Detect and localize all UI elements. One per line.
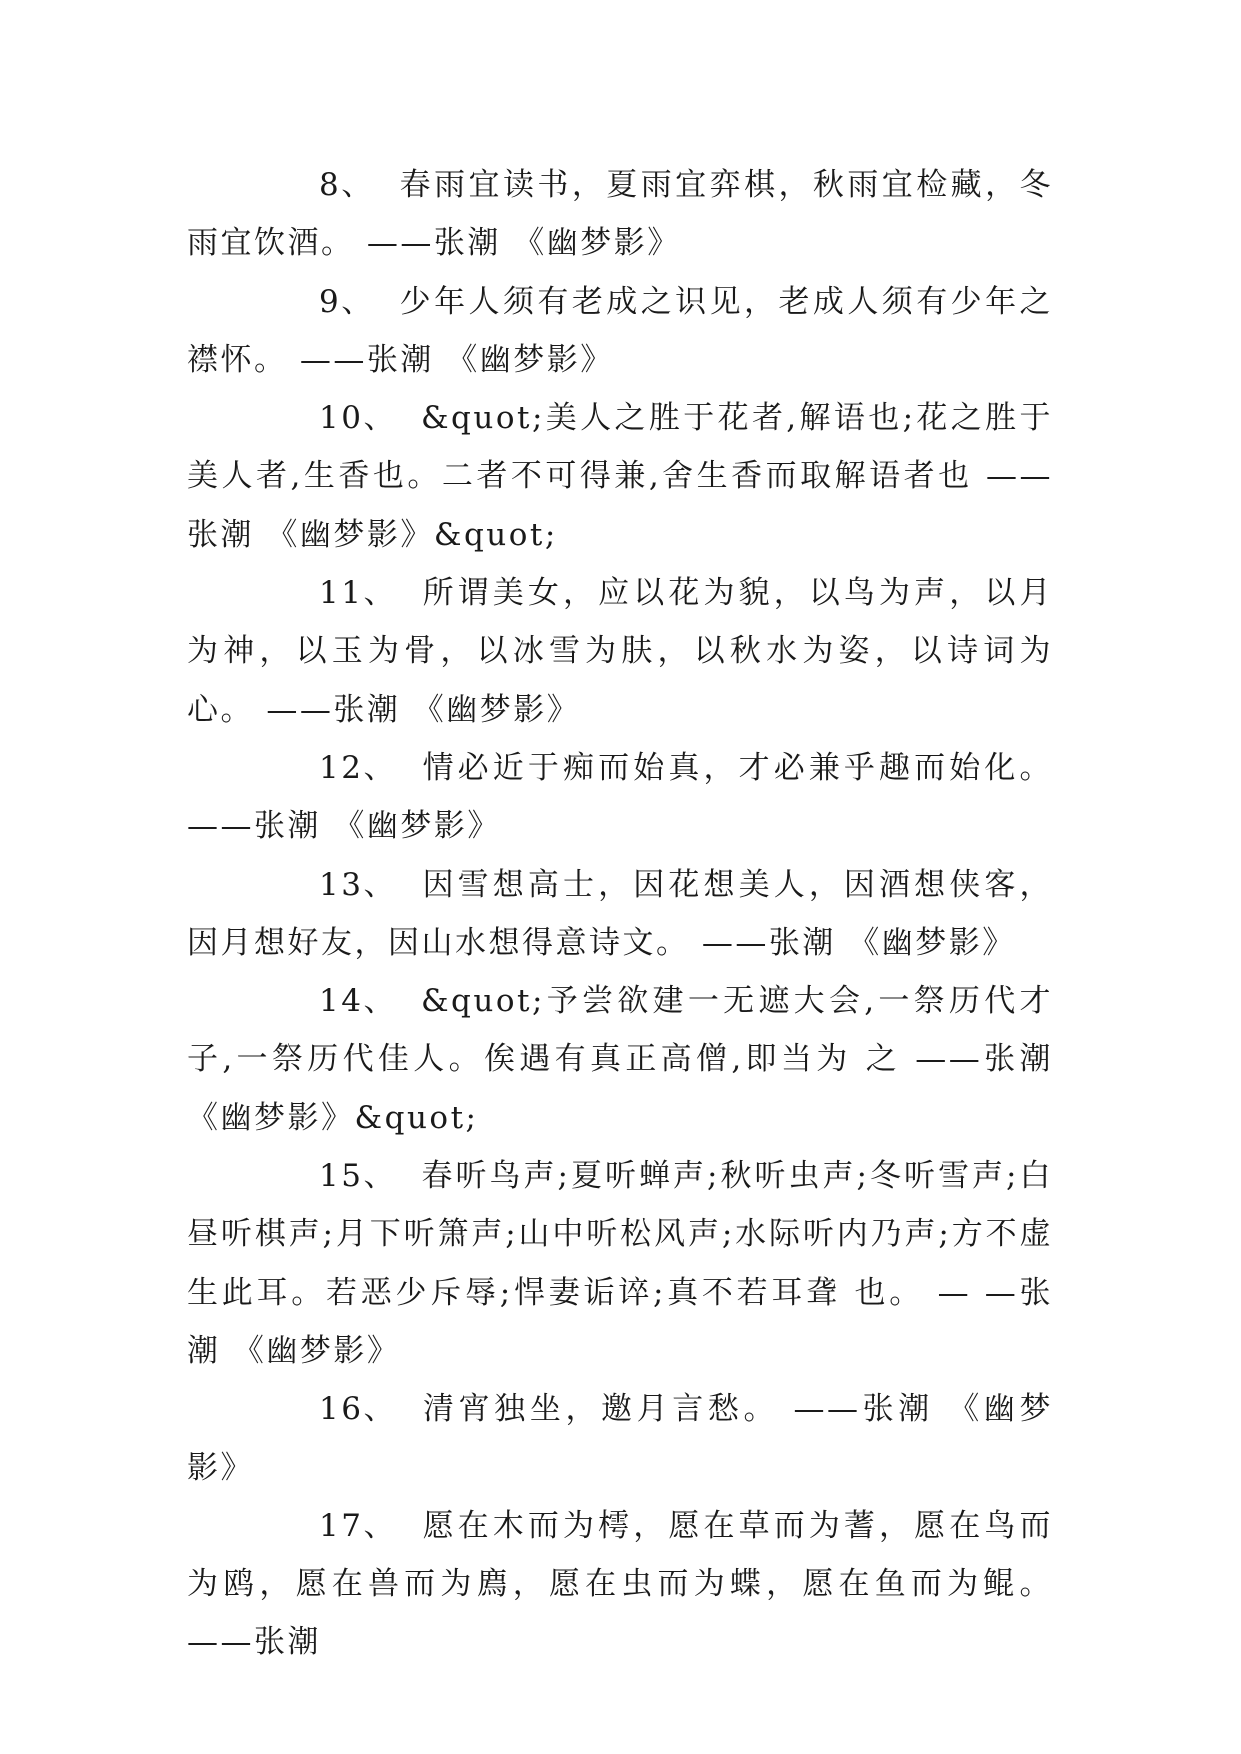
- quote-entry-16: [187, 1380, 1053, 1497]
- entry-number: 15、: [319, 1158, 397, 1195]
- entry-number: 13、: [319, 866, 397, 903]
- entry-text: 所谓美女，应以花为貌，以鸟为声，以月为神，以玉为骨，以冰雪为肤，以秋水为姿，以诗词为心。 ——张潮 《幽梦影》: [187, 575, 1053, 728]
- entry-number: 12、: [319, 749, 397, 786]
- entry-text: 情必近于痴而始真，才必兼乎趣而始化。 ——张潮 《幽梦影》: [187, 749, 1053, 845]
- entry-number: 8、: [319, 167, 375, 203]
- quote-list: [187, 156, 1053, 1672]
- entry-text: 因雪想高士，因花想美人，因酒想侠客，因月想好友，因山水想得意诗文。 ——张潮 《幽梦影》: [187, 866, 1053, 961]
- entry-text: 愿在木而为樗，愿在草而为蓍，愿在鸟而为鸥，愿在兽而为廌，愿在虫而为蝶，愿在鱼而为鲲。 ——张潮: [187, 1507, 1053, 1661]
- entry-number: 14、: [319, 983, 397, 1020]
- entry-number: 10、: [319, 400, 397, 437]
- entry-text: 春雨宜读书，夏雨宜弈棋，秋雨宜检藏，冬雨宜饮酒。 ——张潮 《幽梦影》: [187, 167, 1053, 262]
- entry-number: 17、: [319, 1507, 397, 1544]
- quote-entry-12: [187, 739, 1053, 856]
- quote-entry-15: [187, 1147, 1053, 1380]
- entry-text: 清宵独坐，邀月言愁。 ——张潮 《幽梦影》: [187, 1391, 1053, 1486]
- quote-entry-8: [187, 156, 1053, 273]
- entry-number: 11、: [319, 575, 397, 612]
- quote-entry-13: [187, 856, 1053, 973]
- entry-number: 16、: [319, 1391, 397, 1428]
- quote-entry-10: [187, 389, 1053, 564]
- quote-entry-17: [187, 1497, 1053, 1672]
- quote-entry-14: [187, 972, 1053, 1147]
- entry-text: 少年人须有老成之识见，老成人须有少年之襟怀。 ——张潮 《幽梦影》: [187, 283, 1053, 378]
- entry-text: &quot;美人之胜于花者,解语也;花之胜于美人者,生香也。二者不可得兼,舍生香而取解语者也 ——张潮 《幽梦影》&quot;: [187, 400, 1053, 553]
- entry-text: 春听鸟声;夏听蝉声;秋听虫声;冬听雪声;白昼听棋声;月下听箫声;山中听松风声;水际听内乃声;方不虚生此耳。若恶少斥辱;悍妻诟谇;真不若耳聋 也。 — —张潮 《幽梦影》: [187, 1158, 1053, 1369]
- quote-entry-9: [187, 273, 1053, 390]
- quote-entry-11: [187, 564, 1053, 739]
- entry-number: 9、: [319, 283, 375, 320]
- entry-text: &quot;予尝欲建一无遮大会,一祭历代才子,一祭历代佳人。俟遇有真正高僧,即当为 之 ——张潮 《幽梦影》&quot;: [187, 983, 1053, 1136]
